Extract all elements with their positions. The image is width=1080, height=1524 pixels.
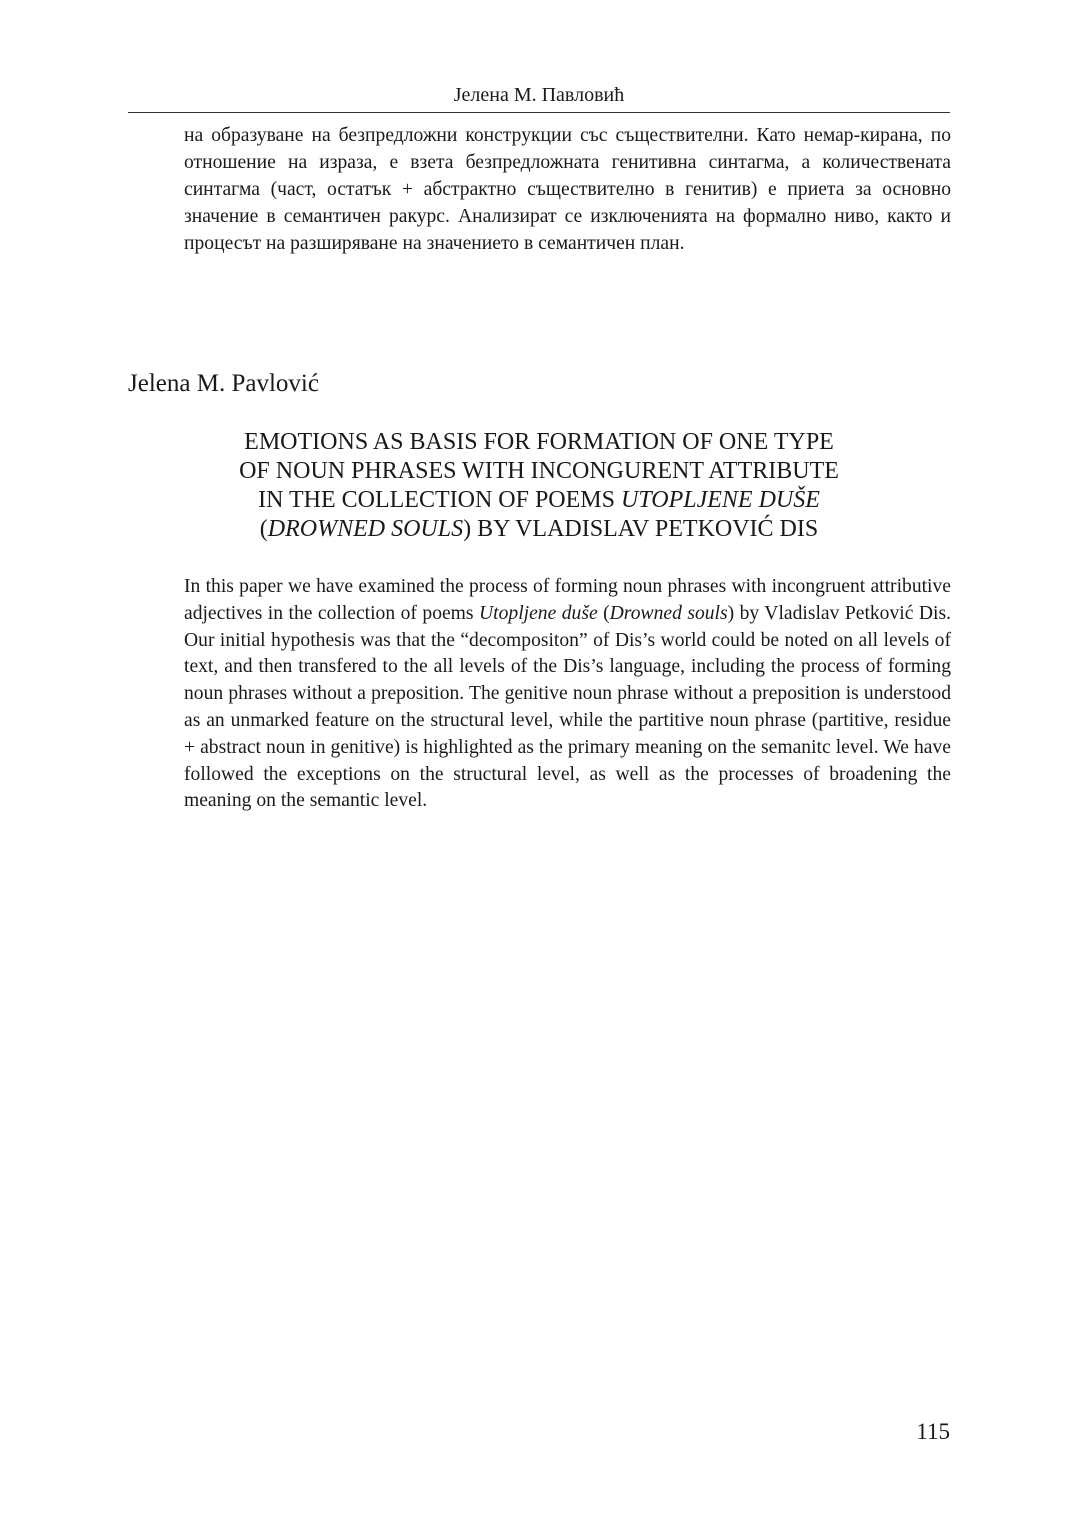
title-line-3: [150, 486, 928, 515]
title-line-4-italic: DROWNED SOULS: [267, 516, 464, 542]
author-name: Jelena M. Pavlović: [128, 370, 319, 397]
english-abstract: [184, 574, 951, 815]
title-line-3-italic: UTOPLJENE DUŠE: [621, 487, 820, 513]
serbian-summary-continuation: [184, 122, 951, 257]
title-line-3-text: IN THE COLLECTION OF POEMS: [258, 487, 621, 513]
title-line-4-open: (: [259, 516, 268, 542]
title-line-2: OF NOUN PHRASES WITH INCONGURENT ATTRIBUTE: [239, 458, 839, 484]
abstract-italic-2: Drowned souls: [609, 602, 728, 624]
abstract-text-1: In this paper we have examined the process of forming noun phrases with incongruent attributive adjectives in the collection of poems: [184, 576, 951, 624]
summary-paragraph: на образуване на безпредложни конструкции със съществителни. Като немар-кирана, по отношение на израза, е взета безпредложната генитивна синтагма, а количествената синтагма (част, остатък + абстрактно съществително в генитив) е приета за основно значение в семантичен ракурс. Анализират се изключенията на формално ниво, както и процесът на разширяване на значението в семантичен план.: [184, 125, 951, 254]
title-line-1: EMOTIONS AS BASIS FOR FORMATION OF ONE TYPE: [244, 429, 834, 455]
article-title: [150, 428, 928, 544]
running-head: Јелена М. Павловић: [128, 82, 950, 113]
page-number: 115: [916, 1419, 950, 1444]
title-line-4-text: ) BY VLADISLAV PETKOVIĆ DIS: [463, 516, 819, 542]
abstract-text-3: ) by Vladislav Petković Dis. Our initial hypothesis was that the “decompositon” of Dis’s world could be noted on all levels of text, and then transfered to the all levels of the Dis’s language, including the process of forming noun phrases without a preposition. The genitive noun phrase without a preposition is understood as an unmarked feature on the structural level, while the partitive noun phrase (partitive, residue + abstract noun in genitive) is highlighted as the primary meaning on the semanitc level. We have followed the exceptions on the structural level, as well as the processes of broadening the meaning on the semantic level.: [184, 602, 951, 812]
abstract-text-2: (: [597, 602, 610, 624]
title-line-4: [150, 515, 928, 544]
abstract-italic-1: Utopljene duše: [479, 602, 598, 624]
